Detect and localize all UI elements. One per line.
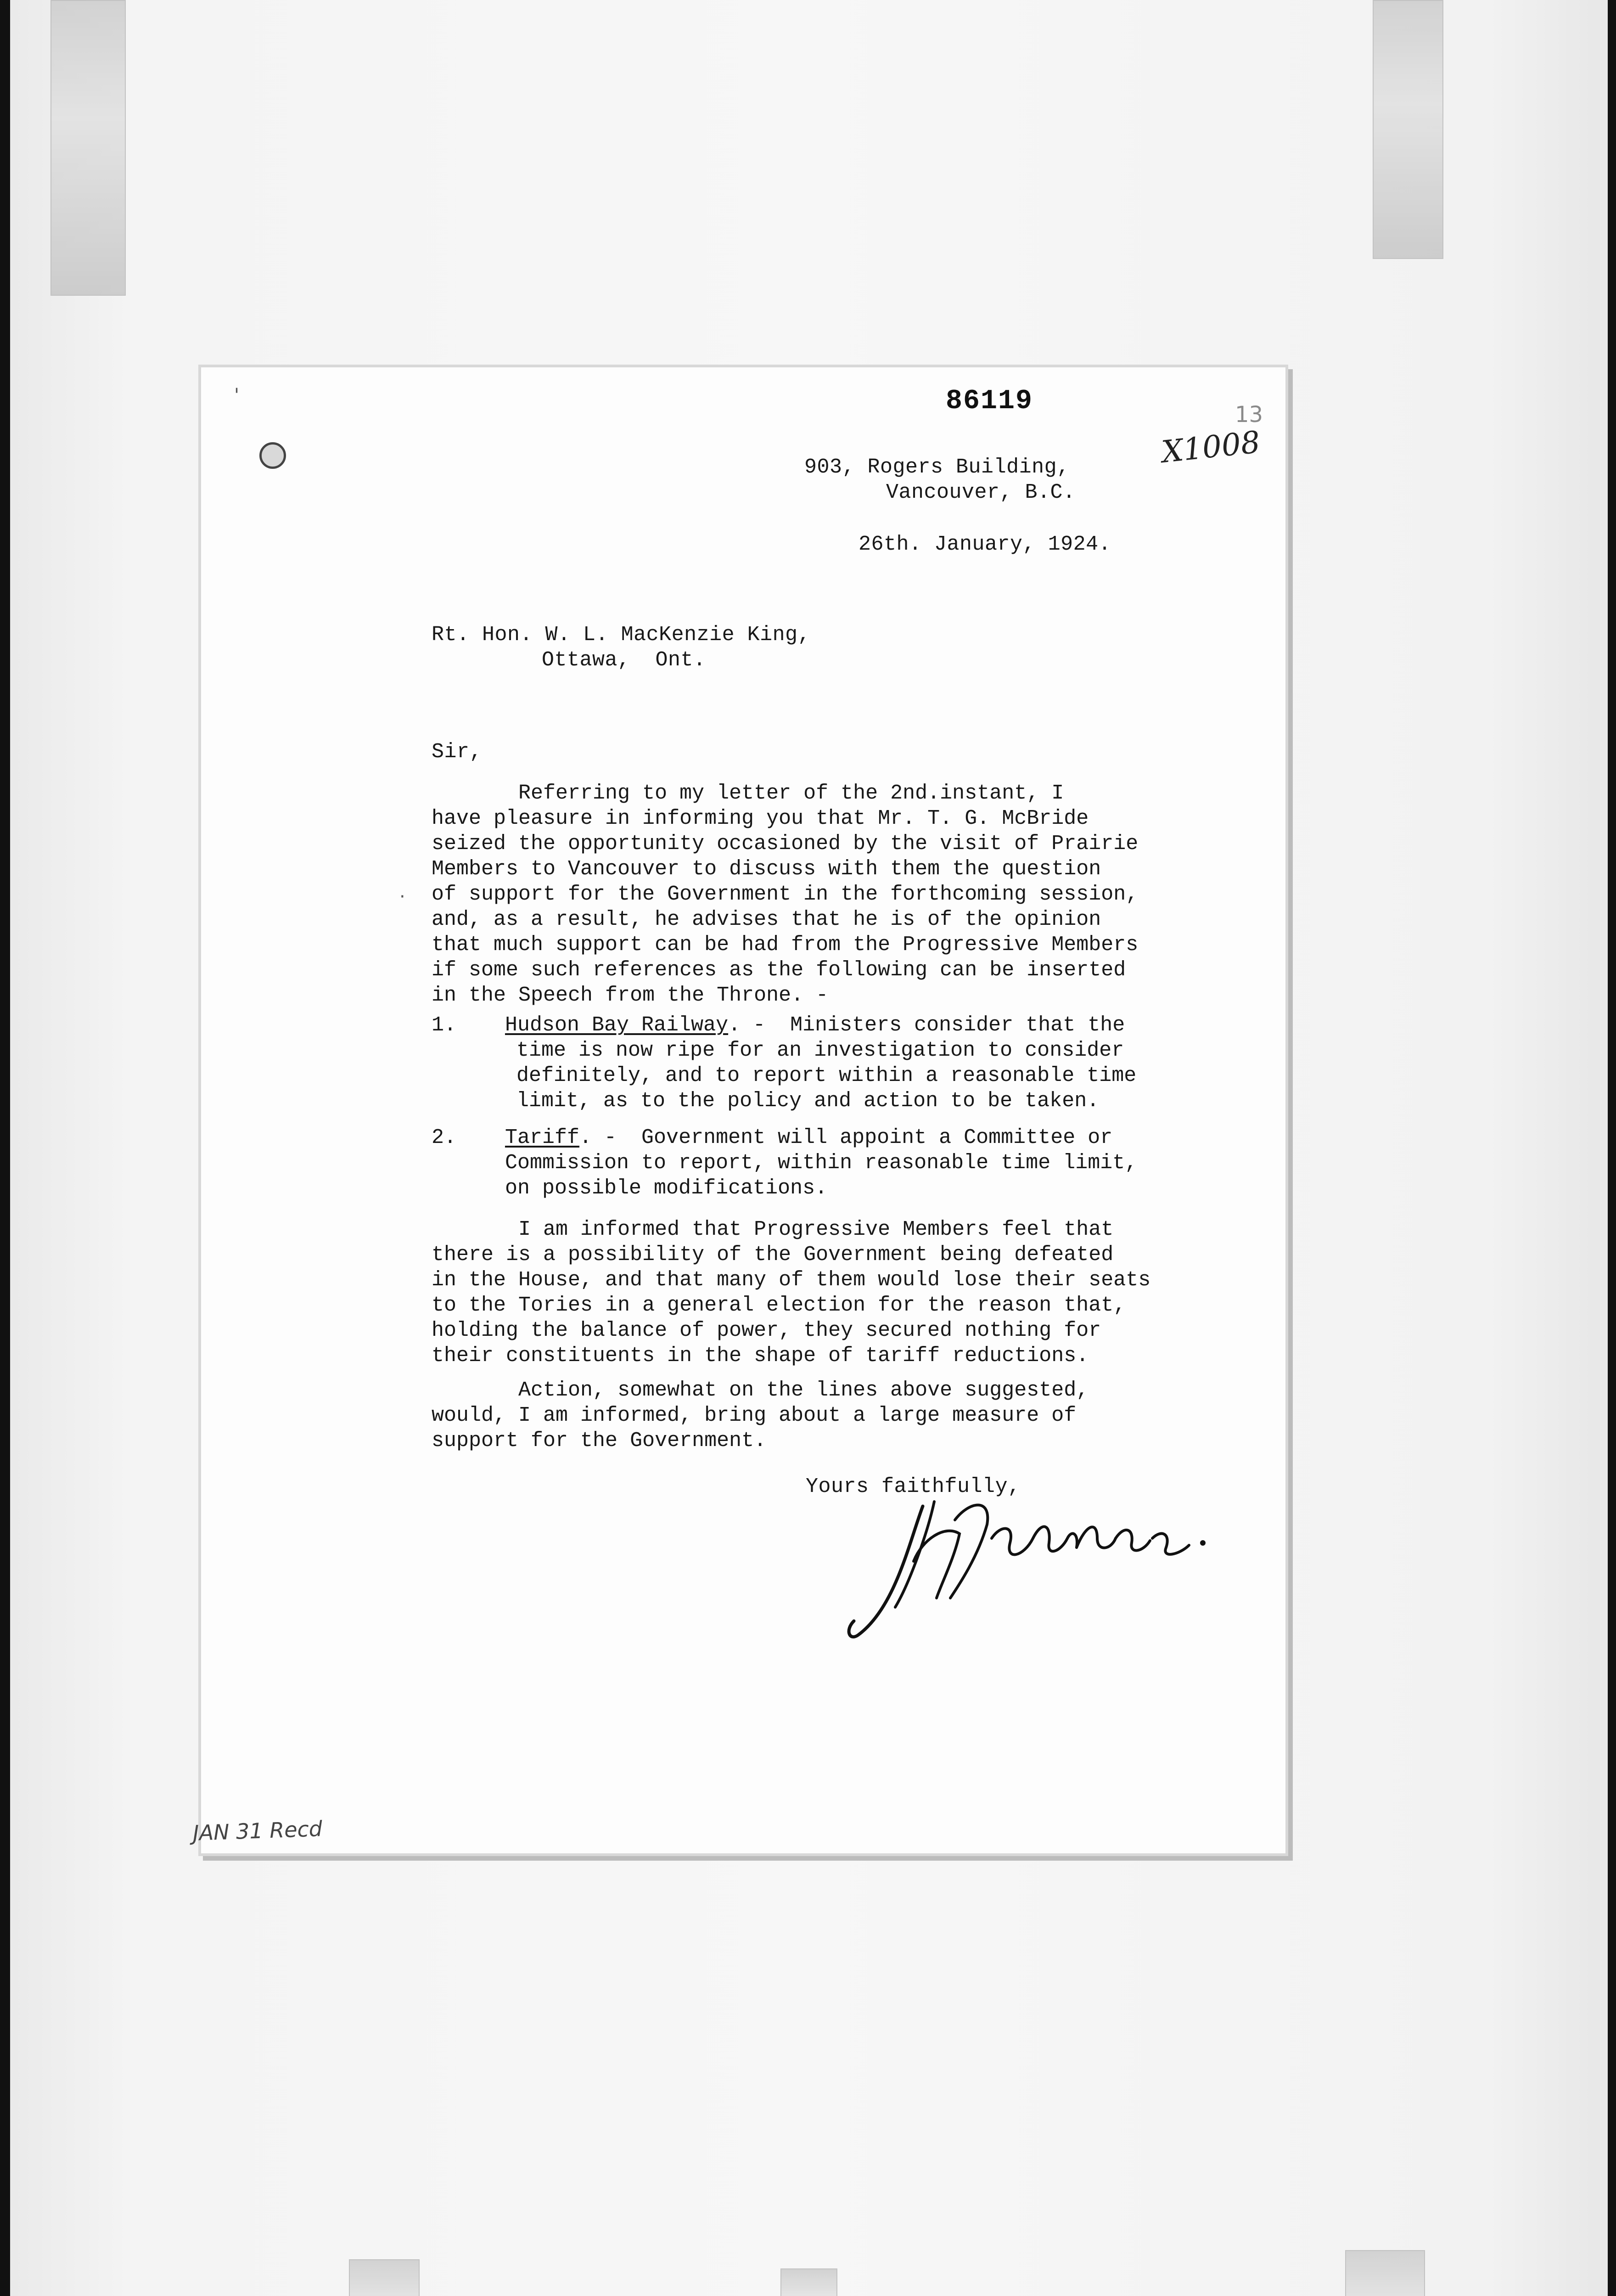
paragraph-line: Members to Vancouver to discuss with them the question — [432, 857, 1101, 881]
item-first-line-text: . - Government will appoint a Committee or — [579, 1126, 1113, 1149]
tape-top-right — [1373, 0, 1443, 259]
salutation: Sir, — [432, 740, 483, 764]
item-first-line-text: . - Ministers consider that the — [728, 1013, 1125, 1037]
paragraph-line: their constituents in the shape of tariff reductions. — [432, 1344, 1089, 1367]
film-edge-right — [1608, 0, 1616, 2296]
paragraph-line: would, I am informed, bring about a large measure of — [432, 1404, 1077, 1427]
item-line: on possible modifications. — [505, 1176, 828, 1200]
received-stamp: JAN 31 Recd — [192, 1816, 323, 1846]
paragraph-line: that much support can be had from the Progressive Members — [432, 933, 1139, 957]
paragraph-line: if some such references as the following can be inserted — [432, 958, 1126, 982]
item-first-line — [505, 1013, 1125, 1038]
tape-top-left — [50, 0, 126, 296]
margin-tick: ' — [234, 385, 239, 406]
sender-address-line-1: 903, Rogers Building, — [804, 456, 1070, 479]
tape-bottom-right — [1345, 2250, 1425, 2296]
handwritten-signature — [840, 1469, 1217, 1662]
item-line: Commission to report, within reasonable time limit, — [505, 1151, 1138, 1175]
paragraph-line: of support for the Government in the forthcoming session, — [432, 883, 1139, 906]
margin-tick: · — [399, 886, 405, 907]
paragraph-line: Action, somewhat on the lines above suggested, — [432, 1379, 1089, 1402]
tape-bottom-left — [349, 2259, 420, 2296]
paragraph-line: support for the Government. — [432, 1429, 767, 1452]
recipient-line-2: Ottawa, Ont. — [542, 648, 706, 672]
paragraph-line: in the House, and that many of them would lose their seats — [432, 1268, 1151, 1292]
item-heading: Hudson Bay Railway — [505, 1013, 729, 1037]
recipient-line-1: Rt. Hon. W. L. MacKenzie King, — [432, 623, 811, 647]
item-line: definitely, and to report within a reasonable time — [516, 1064, 1137, 1087]
paragraph-line: and, as a result, he advises that he is of the opinion — [432, 908, 1101, 931]
document-number: 86119 — [946, 386, 1033, 417]
paragraph-line: holding the balance of power, they secured nothing for — [432, 1319, 1101, 1342]
film-edge-left — [0, 0, 10, 2296]
item-number: 1. — [432, 1013, 457, 1037]
paragraph-line: I am informed that Progressive Members feel that — [432, 1218, 1114, 1241]
paragraph-line: Referring to my letter of the 2nd.instant, I — [432, 782, 1064, 805]
item-heading: Tariff — [505, 1126, 580, 1149]
paragraph-line: have pleasure in informing you that Mr. T. G. McBride — [432, 807, 1089, 830]
page-mark: 13 — [1235, 402, 1263, 428]
letter-date: 26th. January, 1924. — [858, 533, 1111, 556]
handwritten-annotation: X1008 — [1160, 424, 1262, 470]
sender-address-line-2: Vancouver, B.C. — [886, 481, 1076, 504]
paragraph-line: seized the opportunity occasioned by the visit of Prairie — [432, 832, 1139, 855]
item-number: 2. — [432, 1126, 457, 1149]
tape-bottom-mid — [780, 2268, 837, 2296]
item-line: limit, as to the policy and action to be taken. — [516, 1089, 1100, 1113]
punch-hole — [259, 442, 286, 469]
paragraph-line: in the Speech from the Throne. - — [432, 984, 829, 1007]
paragraph-line: to the Tories in a general election for the reason that, — [432, 1294, 1126, 1317]
item-line: time is now ripe for an investigation to consider — [516, 1039, 1124, 1062]
closing: Yours faithfully, — [806, 1475, 1021, 1498]
paragraph-line: there is a possibility of the Government being defeated — [432, 1243, 1114, 1266]
item-first-line — [505, 1125, 1112, 1150]
